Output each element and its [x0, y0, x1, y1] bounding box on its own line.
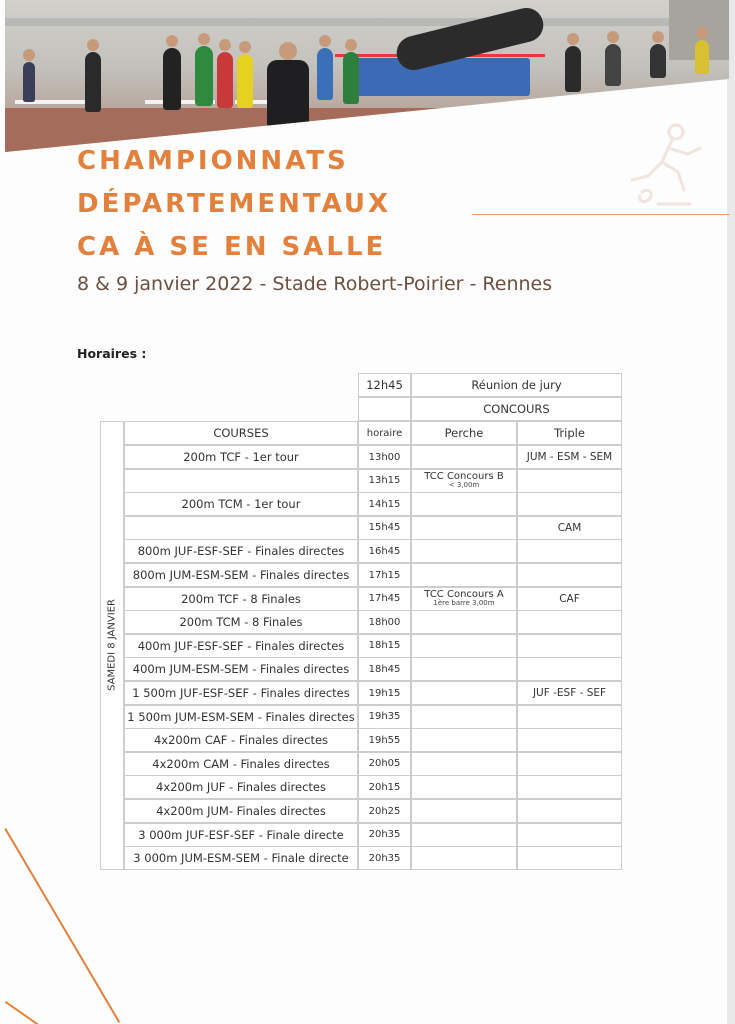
day-label: SAMEDI 8 JANVIER — [106, 599, 118, 691]
perche-cell — [411, 728, 517, 752]
perche-cell — [411, 634, 517, 658]
course-cell: 200m TCF - 8 Finales — [124, 587, 358, 611]
triple-cell: JUM - ESM - SEM — [517, 445, 622, 469]
perche-cell — [411, 657, 517, 681]
triple-cell — [517, 657, 622, 681]
jury-time-cell: 12h45 — [358, 373, 411, 397]
perche-cell — [411, 587, 517, 611]
course-cell — [124, 469, 358, 493]
time-cell: 19h15 — [358, 681, 411, 705]
course-cell: 1 500m JUF-ESF-SEF - Finales directes — [124, 681, 358, 705]
time-cell: 15h45 — [358, 516, 411, 540]
perche-cell — [411, 775, 517, 799]
perche-cell — [411, 492, 517, 516]
triple-cell — [517, 846, 622, 870]
time-cell: 17h45 — [358, 587, 411, 611]
horaires-label: Horaires : — [77, 346, 147, 361]
time-cell: 13h00 — [358, 445, 411, 469]
time-cell: 19h55 — [358, 728, 411, 752]
perche-cell — [411, 846, 517, 870]
course-cell: 200m TCM - 8 Finales — [124, 610, 358, 634]
time-cell: 17h15 — [358, 563, 411, 587]
triple-cell — [517, 492, 622, 516]
time-cell: 19h35 — [358, 705, 411, 729]
perche-cell — [411, 469, 517, 493]
perche-label: TCC Concours A — [424, 588, 504, 600]
triple-cell — [517, 634, 622, 658]
perche-cell — [411, 752, 517, 776]
time-cell: 20h35 — [358, 823, 411, 847]
jury-label-cell: Réunion de jury — [411, 373, 622, 397]
concours-header: CONCOURS — [411, 397, 622, 421]
time-cell: 20h35 — [358, 846, 411, 870]
time-cell: 14h15 — [358, 492, 411, 516]
triple-cell — [517, 799, 622, 823]
empty-cell — [358, 397, 411, 421]
course-cell: 400m JUM-ESM-SEM - Finales directes — [124, 657, 358, 681]
horaire-header: horaire — [358, 421, 411, 445]
perche-cell — [411, 516, 517, 540]
perche-cell — [411, 681, 517, 705]
course-cell: 400m JUF-ESF-SEF - Finales directes — [124, 634, 358, 658]
perche-cell — [411, 705, 517, 729]
triple-cell — [517, 752, 622, 776]
triple-cell — [517, 775, 622, 799]
course-cell — [124, 516, 358, 540]
triple-cell — [517, 705, 622, 729]
title-line-3: CA À SE EN SALLE — [77, 232, 387, 262]
courses-header: COURSES — [124, 421, 358, 445]
triple-cell — [517, 469, 622, 493]
course-cell: 3 000m JUF-ESF-SEF - Finale directe — [124, 823, 358, 847]
triple-cell: JUF -ESF - SEF — [517, 681, 622, 705]
title-line-2: DÉPARTEMENTAUX — [77, 189, 392, 219]
perche-cell — [411, 445, 517, 469]
time-cell: 18h00 — [358, 610, 411, 634]
time-cell: 16h45 — [358, 539, 411, 563]
perche-cell — [411, 539, 517, 563]
course-cell: 200m TCF - 1er tour — [124, 445, 358, 469]
time-cell: 20h25 — [358, 799, 411, 823]
course-cell: 4x200m JUF - Finales directes — [124, 775, 358, 799]
course-cell: 800m JUM-ESM-SEM - Finales directes — [124, 563, 358, 587]
triple-cell — [517, 563, 622, 587]
perche-header: Perche — [411, 421, 517, 445]
perche-cell — [411, 799, 517, 823]
perche-label: TCC Concours B — [424, 470, 504, 482]
time-cell: 20h15 — [358, 775, 411, 799]
title-line-1: CHAMPIONNATS — [77, 146, 349, 176]
time-cell: 18h15 — [358, 634, 411, 658]
course-cell: 3 000m JUM-ESM-SEM - Finale directe — [124, 846, 358, 870]
time-cell: 13h15 — [358, 469, 411, 493]
triple-cell: CAM — [517, 516, 622, 540]
event-subtitle: 8 & 9 janvier 2022 - Stade Robert-Poirier - Rennes — [77, 273, 553, 295]
triple-cell — [517, 823, 622, 847]
time-cell: 20h05 — [358, 752, 411, 776]
perche-cell — [411, 563, 517, 587]
perche-cell — [411, 823, 517, 847]
course-cell: 800m JUF-ESF-SEF - Finales directes — [124, 539, 358, 563]
perche-note: 1ère barre 3,00m — [433, 599, 495, 608]
triple-cell: CAF — [517, 587, 622, 611]
triple-header: Triple — [517, 421, 622, 445]
triple-cell — [517, 728, 622, 752]
triple-cell — [517, 539, 622, 563]
course-cell: 4x200m CAM - Finales directes — [124, 752, 358, 776]
time-cell: 18h45 — [358, 657, 411, 681]
perche-cell — [411, 610, 517, 634]
course-cell: 1 500m JUM-ESM-SEM - Finales directes — [124, 705, 358, 729]
perche-note: < 3,00m — [448, 481, 480, 490]
course-cell: 200m TCM - 1er tour — [124, 492, 358, 516]
triple-cell — [517, 610, 622, 634]
course-cell: 4x200m JUM- Finales directes — [124, 799, 358, 823]
course-cell: 4x200m CAF - Finales directes — [124, 728, 358, 752]
